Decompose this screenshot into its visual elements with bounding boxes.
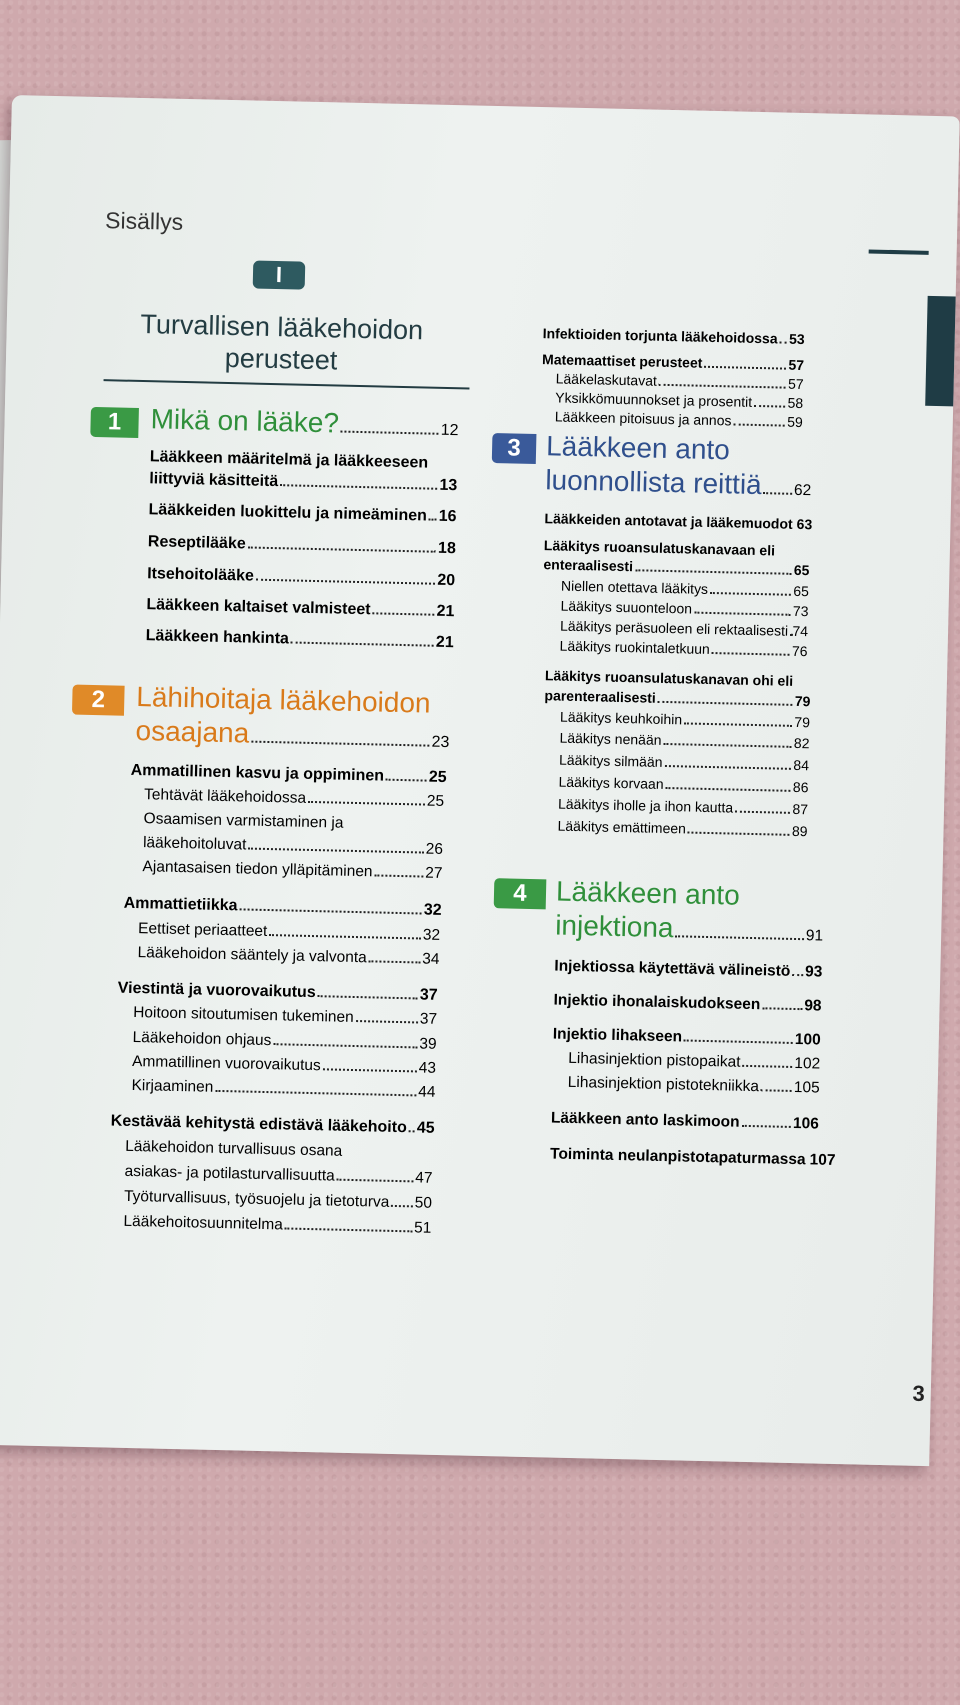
toc-entry[interactable]	[144, 786, 444, 811]
toc-entry[interactable]	[124, 1163, 432, 1188]
leader-dots	[215, 1090, 416, 1097]
leader-dots	[374, 874, 423, 877]
chapter-title-text: injektiona	[554, 909, 674, 944]
page-ref: 86	[792, 778, 809, 796]
leader-dots	[323, 1068, 417, 1072]
toc-entry[interactable]	[551, 1109, 819, 1133]
entry-text: Viestintä ja vuorovaikutus	[117, 979, 316, 1002]
leader-dots	[694, 612, 791, 616]
entry-text: enteraalisesti	[543, 556, 634, 575]
page-ref: 100	[794, 1031, 821, 1049]
leader-dots	[372, 612, 434, 615]
entry-text: Matemaattiset perusteet	[541, 351, 703, 371]
page-ref: 44	[418, 1083, 436, 1101]
page-number: 3	[912, 1380, 926, 1407]
page-ref: 93	[804, 963, 823, 981]
leader-dots	[741, 1125, 791, 1128]
leader-dots	[318, 995, 418, 999]
toc-entry[interactable]	[111, 1113, 435, 1138]
toc-entry[interactable]	[560, 709, 810, 732]
page-ref: 102	[794, 1055, 821, 1073]
page-ref: 39	[419, 1035, 437, 1053]
leader-dots	[369, 960, 421, 963]
page-ref: 74	[792, 622, 809, 640]
entry-text: Lääkkeen määritelmä ja lääkkeeseen	[149, 448, 429, 472]
page-ref: 106	[792, 1114, 820, 1133]
leader-dots	[658, 701, 793, 706]
entry-text: Kirjaaminen	[131, 1076, 214, 1096]
entry-text: Lääkitys korvaan	[558, 773, 664, 792]
entry-text: Lääkkeen pitoisuus ja annos	[554, 408, 732, 429]
part-title-line2: perusteet	[224, 342, 338, 376]
page-ref: 21	[435, 633, 454, 652]
toc-heading: Sisällys	[104, 207, 184, 235]
page-ref: 73	[792, 602, 809, 620]
leader-dots	[251, 741, 430, 747]
chapter-4-badge: 4	[494, 878, 547, 909]
entry-text: Lääkitys silmään	[558, 751, 663, 770]
entry-text: Työturvallisuus, työsuojelu ja tietoturva	[123, 1187, 390, 1211]
chapter-2-title-line2[interactable]	[135, 714, 450, 755]
entry-text: liittyviä käsitteitä	[149, 470, 279, 491]
toc-entry[interactable]	[147, 565, 455, 590]
chapter-4-title-line1[interactable]: Lääkkeen anto	[555, 875, 741, 911]
page-ref: 16	[438, 507, 457, 526]
toc-entry[interactable]	[544, 687, 810, 710]
page-ref: 63	[796, 515, 813, 533]
toc-entry[interactable]	[544, 537, 810, 559]
leader-dots	[763, 492, 791, 495]
entry-text: lääkehoitoluvat	[142, 834, 247, 854]
leader-dots	[735, 811, 790, 814]
toc-entry[interactable]	[568, 1074, 820, 1098]
tab-marker-line	[869, 249, 929, 254]
entry-text: Yksikkömuunnokset ja prosentit	[555, 389, 753, 410]
page-ref: 98	[804, 997, 822, 1015]
entry-text: Lääkitys ruoansulatuskanavan ohi eli	[544, 667, 794, 689]
leader-dots	[248, 546, 436, 552]
entry-text: Lääkitys ruoansulatuskanavaan eli	[543, 537, 776, 559]
leader-dots	[248, 848, 423, 854]
entry-text: Lääkehoidon sääntely ja valvonta	[137, 944, 367, 967]
entry-text: Lääkitys peräsuoleen eli rektaalisesti	[559, 617, 789, 639]
toc-entry[interactable]	[142, 858, 442, 883]
page-ref: 32	[423, 901, 442, 919]
entry-text: Injektio ihonalaiskudokseen	[553, 991, 761, 1014]
page-ref: 21	[436, 602, 455, 621]
leader-dots	[280, 484, 437, 490]
page-ref: 79	[794, 713, 811, 731]
page-ref: 26	[425, 840, 444, 858]
entry-text: Reseptilääke	[147, 533, 246, 553]
page-ref: 84	[793, 756, 810, 774]
leader-dots	[256, 579, 435, 585]
leader-dots	[665, 787, 790, 792]
part-title-line1: Turvallisen lääkehoidon	[140, 308, 424, 346]
page-ref: 34	[422, 950, 440, 968]
chapter-title-text: luonnollista reittiä	[545, 464, 763, 501]
chapter-3-title-line2[interactable]	[545, 463, 812, 503]
leader-dots	[239, 908, 421, 914]
page-ref: 47	[415, 1169, 433, 1187]
page-ref: 59	[787, 413, 803, 431]
entry-text: parenteraalisesti	[544, 687, 656, 706]
toc-entry[interactable]	[545, 667, 811, 689]
leader-dots	[663, 743, 791, 748]
toc-entry[interactable]	[132, 1029, 436, 1054]
entry-text: Infektioiden torjunta lääkehoidossa	[542, 325, 778, 347]
toc-entry[interactable]	[558, 774, 808, 797]
chapter-2-title-line1[interactable]: Lähihoitaja lääkehoidon	[136, 680, 431, 719]
page-ref: 107	[809, 1151, 836, 1169]
toc-entry[interactable]	[559, 638, 807, 661]
page-ref: 32	[422, 926, 441, 944]
toc-entry[interactable]	[137, 944, 439, 969]
page-ref: 43	[418, 1059, 437, 1077]
leader-dots	[635, 569, 792, 575]
page-ref: 87	[792, 800, 809, 818]
entry-text: Hoitoon sitoutumisen tukeminen	[133, 1003, 354, 1026]
toc-entry[interactable]	[557, 818, 807, 841]
leader-dots	[341, 431, 439, 435]
toc-entry[interactable]	[553, 1026, 821, 1050]
chapter-4-title-line2[interactable]	[555, 909, 824, 949]
entry-text: Lääkitys suuonteloon	[560, 597, 693, 617]
toc-entry[interactable]	[148, 501, 456, 526]
leader-dots	[291, 641, 434, 646]
entry-text: Lääkelaskutavat	[555, 370, 658, 389]
leader-dots	[308, 801, 425, 806]
leader-dots	[684, 1039, 793, 1043]
page-ref: 65	[793, 582, 810, 600]
entry-text: Lääkitys keuhkoihin	[559, 708, 683, 728]
entry-text: Lääkkeiden antotavat ja lääkemuodot	[544, 510, 793, 532]
leader-dots	[337, 1179, 414, 1183]
toc-entry[interactable]	[558, 796, 808, 819]
book-page	[0, 95, 960, 1466]
page-ref: 79	[794, 692, 811, 710]
entry-text: Lääkitys ruokintaletkuun	[559, 637, 710, 657]
page-ref: 50	[414, 1194, 433, 1212]
page-ref: 27	[425, 864, 443, 882]
toc-entry[interactable]	[150, 448, 458, 473]
page-ref: 58	[787, 394, 804, 412]
toc-entry[interactable]	[132, 1053, 436, 1078]
entry-text: Tehtävät lääkehoidossa	[143, 786, 307, 807]
toc-entry[interactable]	[543, 556, 809, 579]
entry-text: Itsehoitolääke	[146, 565, 255, 585]
leader-dots	[356, 1020, 418, 1023]
chapter-1-title[interactable]	[150, 402, 459, 443]
toc-entry[interactable]	[560, 618, 808, 641]
page-ref: 51	[413, 1219, 432, 1237]
chapter-2-badge: 2	[72, 685, 125, 716]
toc-entry[interactable]	[131, 1077, 435, 1102]
leader-dots	[391, 1205, 412, 1207]
leader-dots	[664, 765, 791, 770]
leader-dots	[762, 1007, 802, 1010]
entry-text: Injektio lihakseen	[552, 1025, 683, 1046]
chapter-title-text: osaajana	[135, 714, 250, 749]
toc-entry[interactable]	[554, 958, 822, 982]
entry-text: asiakas- ja potilasturvallisuutta	[124, 1162, 335, 1185]
toc-entry[interactable]	[124, 1188, 432, 1213]
toc-entry[interactable]	[544, 510, 813, 533]
leader-dots	[779, 341, 787, 343]
toc-entry[interactable]	[568, 1050, 820, 1074]
entry-text: Lääkitys nenään	[559, 729, 662, 748]
entry-text: Lääkkeen anto laskimoon	[550, 1109, 740, 1131]
toc-entry[interactable]	[125, 1138, 433, 1163]
page-ref: 62	[793, 481, 812, 500]
toc-entry[interactable]	[559, 752, 809, 775]
toc-entry[interactable]	[148, 533, 456, 558]
entry-text: Lääkkeiden luokittelu ja nimeäminen	[148, 501, 428, 525]
leader-dots	[712, 652, 790, 656]
toc-entry[interactable]	[560, 598, 808, 621]
entry-text: Eettiset periaatteet	[137, 920, 268, 941]
page-ref: 25	[426, 792, 445, 810]
entry-text: Kestävää kehitystä edistävä lääkehoito	[110, 1112, 408, 1137]
entry-text: Lääkitys emättimeen	[557, 817, 687, 837]
leader-dots	[684, 722, 792, 726]
leader-dots	[285, 1227, 412, 1232]
toc-entry[interactable]	[549, 1145, 836, 1169]
toc-entry[interactable]	[130, 762, 446, 787]
part-divider	[104, 379, 470, 389]
entry-text: Niellen otettava lääkitys	[560, 577, 709, 597]
page-ref: 91	[805, 927, 824, 945]
page-ref: 20	[437, 571, 456, 590]
page-ref: 37	[419, 1010, 438, 1028]
toc-entry[interactable]	[143, 834, 443, 859]
entry-text: Ammattietiikka	[123, 894, 238, 915]
page-ref: 82	[793, 734, 810, 752]
entry-text: Ajantasaisen tiedon ylläpitäminen	[142, 858, 373, 881]
entry-text: Lihasinjektion pistotekniikka	[567, 1073, 760, 1096]
leader-dots	[409, 1130, 415, 1132]
page-ref: 13	[439, 476, 458, 495]
page-ref: 65	[793, 561, 810, 579]
toc-entry[interactable]	[146, 627, 454, 652]
toc-entry[interactable]	[133, 1004, 437, 1029]
leader-dots	[710, 592, 791, 596]
page-ref: 12	[440, 421, 459, 440]
entry-text: Lääkehoidon ohjaus	[132, 1028, 272, 1050]
toc-entry[interactable]	[123, 895, 441, 920]
entry-text: Injektiossa käytettävä välineistö	[554, 957, 791, 980]
page-ref: 57	[787, 375, 804, 393]
leader-dots	[754, 405, 786, 408]
toc-entry[interactable]	[146, 596, 454, 621]
leader-dots	[704, 366, 786, 370]
leader-dots	[429, 519, 437, 521]
leader-dots	[688, 832, 790, 836]
chapter-1-badge: 1	[90, 407, 139, 438]
page-ref: 105	[793, 1078, 820, 1097]
leader-dots	[792, 974, 803, 976]
leader-dots	[269, 934, 421, 939]
toc-entry[interactable]	[555, 408, 803, 431]
entry-text: Ammatillinen vuorovaikutus	[131, 1052, 321, 1075]
leader-dots	[733, 423, 785, 426]
toc-entry[interactable]	[543, 325, 805, 348]
toc-entry[interactable]	[118, 980, 438, 1005]
page-ref: 53	[788, 330, 805, 348]
page-ref: 23	[431, 733, 450, 752]
entry-text: Lääkehoidon turvallisuus osana	[124, 1137, 343, 1160]
entry-text: Ammatillinen kasvu ja oppiminen	[130, 761, 385, 785]
toc-entry[interactable]	[149, 470, 457, 495]
page-ref: 89	[791, 822, 808, 840]
leader-dots	[659, 384, 786, 389]
entry-text: Osaamisen varmistaminen ja	[143, 810, 344, 832]
entry-text: Lääkkeen kaltaiset valmisteet	[146, 596, 371, 619]
page-ref: 25	[428, 768, 447, 787]
page-ref: 45	[416, 1119, 435, 1137]
chapter-3-title-line1[interactable]: Lääkkeen anto	[545, 430, 731, 466]
toc-entry[interactable]	[123, 1213, 431, 1238]
part-badge: I	[253, 261, 306, 290]
leader-dots	[386, 779, 427, 782]
page-ref: 37	[419, 986, 438, 1004]
entry-text: Lääkkeen hankinta	[145, 627, 290, 648]
leader-dots	[761, 1089, 792, 1092]
page-ref: 76	[791, 642, 808, 660]
chapter-title-text: Mikä on lääke?	[150, 403, 340, 439]
page-ref: 18	[437, 539, 457, 558]
toc-entry[interactable]	[138, 920, 440, 945]
entry-text: Lääkitys iholle ja ihon kautta	[557, 795, 734, 816]
chapter-3-badge: 3	[492, 433, 537, 464]
page-ref: 57	[788, 356, 805, 374]
part-title	[126, 308, 437, 379]
leader-dots	[675, 935, 803, 940]
toc-entry[interactable]	[559, 730, 809, 753]
toc-entry[interactable]	[561, 578, 809, 601]
leader-dots	[742, 1065, 792, 1068]
leader-dots	[273, 1043, 417, 1048]
toc-entry[interactable]	[553, 992, 821, 1016]
entry-text: Lihasinjektion pistopaikat	[568, 1049, 741, 1071]
entry-text: Lääkehoitosuunnitelma	[123, 1212, 284, 1234]
toc-entry[interactable]	[143, 810, 443, 835]
chapter-tab-marker	[925, 296, 955, 407]
entry-text: Toiminta neulanpistotapaturmassa	[549, 1145, 806, 1169]
